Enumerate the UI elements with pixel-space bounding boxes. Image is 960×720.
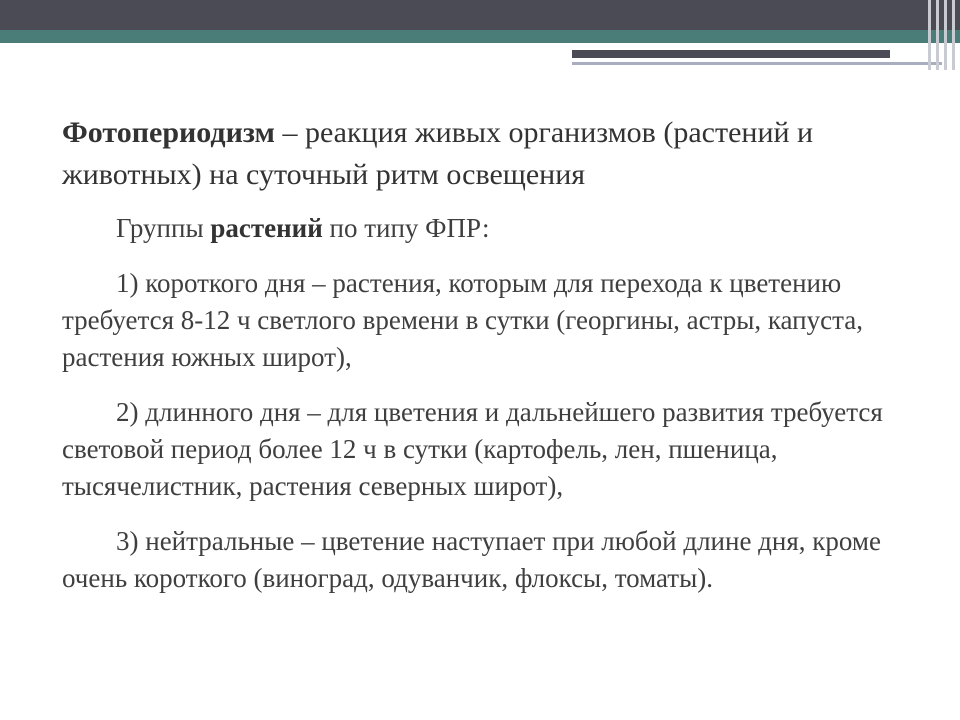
slide-content: [62, 112, 922, 597]
corner-decoration: [922, 0, 960, 70]
group-item-short-day: 1) короткого дня – растения, которым для перехода к цветению требуется 8-12 ч светлого времени в сутки (георгины, астры, капуста, растения южных широт),: [62, 268, 863, 372]
header-accent-line: [572, 62, 942, 65]
title-term: Фотопериодизм: [62, 116, 275, 149]
slide-title: [62, 112, 922, 196]
header-accent-bar: [572, 50, 890, 58]
groups-prefix: Группы: [116, 213, 211, 243]
corner-stripe: [928, 0, 931, 70]
groups-bold-word: растений: [210, 213, 323, 243]
header-dark-band: [0, 0, 960, 30]
title-definition: – реакция живых организмов (растений и животных) на суточный ритм освещения: [62, 116, 814, 191]
corner-stripe: [936, 0, 939, 70]
corner-stripe: [944, 0, 947, 70]
groups-suffix: по типу ФПР:: [322, 213, 490, 243]
corner-stripe: [952, 0, 955, 70]
header-teal-band: [0, 30, 960, 43]
group-item-long-day: 2) длинного дня – для цветения и дальнейшего развития требуется световой период более 12 ч в сутки (картофель, лен, пшеница, тысячелистник, растения северных широт),: [62, 397, 883, 501]
group-item-neutral: 3) нейтральные – цветение наступает при любой длине дня, кроме очень короткого (виноград, одуванчик, флоксы, томаты).: [62, 526, 881, 593]
groups-heading: [62, 210, 922, 247]
